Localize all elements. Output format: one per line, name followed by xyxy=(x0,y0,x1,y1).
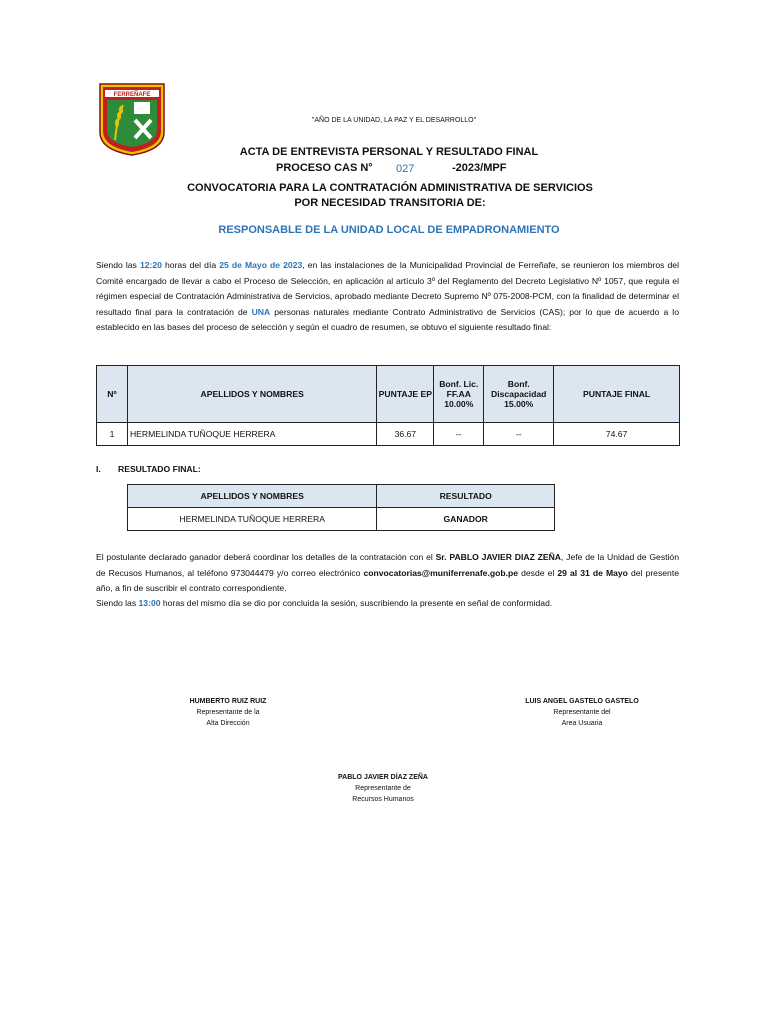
cell-bonus-disability: -- xyxy=(484,423,554,446)
header-name: APELLIDOS Y NOMBRES xyxy=(128,485,377,508)
document-title: ACTA DE ENTREVISTA PERSONAL Y RESULTADO FINAL xyxy=(239,146,539,158)
signer-name: LUIS ANGEL GASTELO GASTELO xyxy=(525,698,639,705)
header-result: RESULTADO xyxy=(377,485,555,508)
header-final-score: PUNTAJE FINAL xyxy=(554,366,680,423)
process-label: PROCESO CAS N° xyxy=(276,162,373,174)
header-bonus-ffaa: Bonf. Lic. FF.AA 10.00% xyxy=(434,366,484,423)
signature-block-user-area xyxy=(512,696,652,729)
cell-name: HERMELINDA TUÑOQUE HERRERA xyxy=(127,423,376,446)
intro-text: , en las instalaciones de la Municipalidad Provincial de Ferreñafe, se reunieron los miembros del Comité encargado de llevar a cabo el Proceso de Selección, en aplicación al artículo 3º del Reglamento del Decreto Legislativo Nº 1057, que regula el régimen especial de Contratación Administrativa de Servicios, aprobado mediante Decreto Supremo Nº 075-2008-PCM, con la finalidad de determinar el resultado final para la contratación de xyxy=(96,260,679,317)
cell-score-ep: 36.67 xyxy=(377,423,434,446)
header-bonus-disability: Bonf. Discapacidad 15.00% xyxy=(484,366,554,423)
end-paragraph xyxy=(96,596,679,612)
convocatoria-line-1: CONVOCATORIA PARA LA CONTRATACIÓN ADMINISTRATIVA DE SERVICIOS xyxy=(187,182,593,194)
cell-final-score: 74.67 xyxy=(554,423,680,446)
logo-text: FERREÑAFE xyxy=(113,92,151,98)
closing-text: , Jefe de la Unidad de Gestión de Recusos Humanos, al teléfono 973044479 y/o correo electrónico xyxy=(96,552,679,578)
vacancy-count: UNA xyxy=(251,306,271,317)
header-number: Nº xyxy=(97,366,128,423)
table-row xyxy=(128,508,555,531)
signer-role: Representante de xyxy=(355,785,411,792)
signer-name: PABLO JAVIER DÍAZ ZEÑA xyxy=(338,774,428,781)
signer-role: Representante del xyxy=(553,709,611,716)
session-end-time: 13:00 xyxy=(138,598,161,608)
session-start-time: 12:20 xyxy=(139,260,162,270)
process-number: 027 xyxy=(396,163,415,175)
signer-role: Recursos Humanos xyxy=(352,796,414,803)
contact-email: convocatorias@muniferrenafe.gob.pe xyxy=(363,567,519,578)
intro-text: horas del día xyxy=(161,260,220,270)
signature-block-hr xyxy=(313,772,453,805)
signer-role: Alta Dirección xyxy=(206,720,250,727)
cell-result: GANADOR xyxy=(377,508,555,531)
session-date: 25 de Mayo de 2023 xyxy=(219,260,303,270)
scores-table xyxy=(96,365,680,446)
contact-person: Sr. PABLO JAVIER DIAZ ZEÑA xyxy=(435,552,561,562)
header-name: APELLIDOS Y NOMBRES xyxy=(127,366,376,423)
end-text: horas del mismo día se dio por concluida la sesión, suscribiendo la presente en señal de conformidad. xyxy=(160,598,553,608)
motto-text: "AÑO DE LA UNIDAD, LA PAZ Y EL DESARROLLO" xyxy=(311,117,477,124)
convocatoria-line-2: POR NECESIDAD TRANSITORIA DE: xyxy=(294,197,486,209)
header-score-ep: PUNTAJE EP xyxy=(377,366,434,423)
process-suffix: -2023/MPF xyxy=(452,162,507,174)
section-number: I. xyxy=(96,464,101,474)
result-section-title xyxy=(96,464,201,474)
signer-role: Representante de la xyxy=(196,709,260,716)
closing-text: del presente año, a fin de suscribir el contrato correspondiente. xyxy=(96,567,679,594)
signer-role: Area Usuaria xyxy=(561,720,603,727)
result-table xyxy=(127,484,555,531)
contract-dates: 29 al 31 de Mayo xyxy=(557,567,628,578)
closing-text: desde el xyxy=(518,567,558,578)
closing-paragraph xyxy=(96,550,679,597)
intro-text: Siendo las xyxy=(96,260,140,270)
cell-bonus-ffaa: -- xyxy=(434,423,484,446)
table-row xyxy=(97,423,680,446)
section-label: RESULTADO FINAL: xyxy=(118,464,201,474)
table-header-row xyxy=(97,366,680,423)
table-header-row xyxy=(128,485,555,508)
intro-text: personas naturales mediante Contrato Administrativo de Servicios (CAS); por lo que de acuerdo a lo establecido en las bases del proceso de selección y según el cuadro de resumen, se obtuvo el siguiente resultado final: xyxy=(96,306,679,333)
position-title: RESPONSABLE DE LA UNIDAD LOCAL DE EMPADRONAMIENTO xyxy=(218,224,560,236)
closing-text: El postulante declarado ganador deberá coordinar los detalles de la contratación con el xyxy=(96,552,436,562)
cell-name: HERMELINDA TUÑOQUE HERRERA xyxy=(128,508,377,531)
signer-name: HUMBERTO RUIZ RUIZ xyxy=(189,698,267,705)
intro-paragraph xyxy=(96,258,679,336)
cell-number: 1 xyxy=(97,423,128,446)
end-text: Siendo las xyxy=(96,598,139,608)
signature-block-direction xyxy=(158,696,298,729)
